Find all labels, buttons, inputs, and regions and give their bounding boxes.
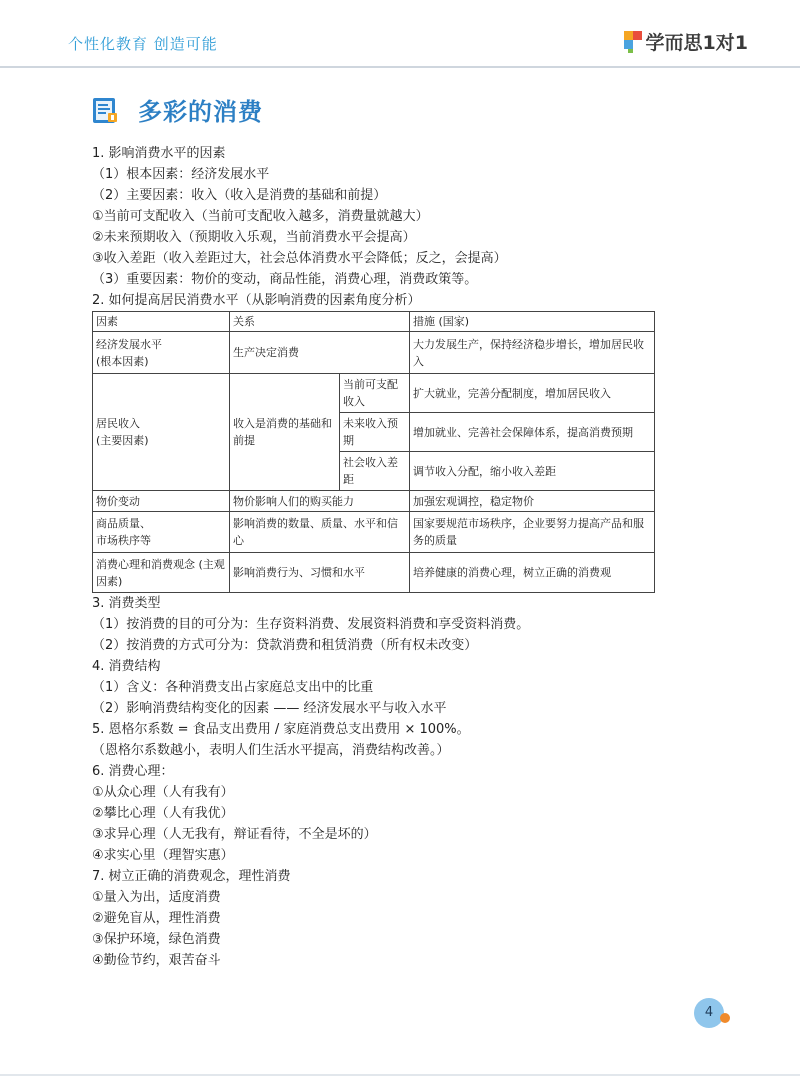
text-line: ②攀比心理（人有我优） [92, 806, 234, 821]
table-cell: 扩大就业，完善分配制度，增加居民收入 [410, 374, 655, 413]
table-cell: 消费心理和消费观念 (主观因素) [93, 553, 230, 593]
table-header-cell: 关系 [230, 312, 410, 332]
text-line: （2）主要因素：收入（收入是消费的基础和前提） [92, 188, 387, 203]
table-cell: 物价影响人们的购买能力 [230, 491, 410, 512]
section-title: 多彩的消费 [138, 98, 263, 126]
title-row [92, 92, 263, 127]
footer-divider [0, 1074, 800, 1076]
table-cell: 收入是消费的基础和前提 [230, 374, 340, 491]
table-cell: 经济发展水平 (根本因素) [93, 332, 230, 374]
consumption-factors-table [92, 311, 655, 593]
text-line: ③收入差距（收入差距过大，社会总体消费水平会降低；反之，会提高） [92, 251, 507, 266]
header-divider [0, 66, 800, 68]
brand-name: 学而思1对1 [645, 32, 748, 54]
table-row [93, 332, 655, 374]
table-cell: 物价变动 [93, 491, 230, 512]
table-header-cell: 措施 (国家) [410, 312, 655, 332]
table-header-cell: 因素 [93, 312, 230, 332]
table-cell: 增加就业、完善社会保障体系，提高消费预期 [410, 413, 655, 452]
text-line: （1）根本因素：经济发展水平 [92, 167, 270, 182]
table-cell: 调节收入分配，缩小收入差距 [410, 452, 655, 491]
table-cell: 国家要规范市场秩序，企业要努力提高产品和服务的质量 [410, 512, 655, 553]
text-line: 1. 影响消费水平的因素 [92, 146, 226, 161]
table-cell: 商品质量、 市场秩序等 [93, 512, 230, 553]
text-line: （1）按消费的目的可分为：生存资料消费、发展资料消费和享受资料消费。 [92, 617, 530, 632]
table-row [93, 553, 655, 593]
text-line: 2. 如何提高居民消费水平（从影响消费的因素角度分析） [92, 293, 421, 308]
header-slogan: 个性化教育 创造可能 [68, 35, 218, 53]
table-cell: 培养健康的消费心理，树立正确的消费观 [410, 553, 655, 593]
table-cell: 加强宏观调控，稳定物价 [410, 491, 655, 512]
text-line: 7. 树立正确的消费观念，理性消费 [92, 869, 291, 884]
text-line: 6. 消费心理： [92, 764, 174, 779]
text-line: （1）含义：各种消费支出占家庭总支出中的比重 [92, 680, 374, 695]
text-line: ①从众心理（人有我有） [92, 785, 234, 800]
text-line: ①量入为出，适度消费 [92, 890, 221, 905]
text-line: ④勤俭节约，艰苦奋斗 [92, 953, 221, 968]
table-cell: 当前可支配收入 [340, 374, 410, 413]
text-line: （3）重要因素：物价的变动，商品性能，消费心理，消费政策等。 [92, 272, 478, 287]
table-cell: 大力发展生产，保持经济稳步增长，增加居民收入 [410, 332, 655, 374]
table-cell: 居民收入 (主要因素) [93, 374, 230, 491]
page-header [0, 0, 800, 66]
text-line: ③保护环境，绿色消费 [92, 932, 221, 947]
text-line: ③求异心理（人无我有，辩证看待，不全是坏的） [92, 827, 377, 842]
text-line: （2）按消费的方式可分为：贷款消费和租赁消费（所有权未改变） [92, 638, 478, 653]
table-cell: 影响消费行为、习惯和水平 [230, 553, 410, 593]
table-cell: 生产决定消费 [230, 332, 410, 374]
text-line: ②未来预期收入（预期收入乐观，当前消费水平会提高） [92, 230, 416, 245]
text-line: ④求实心里（理智实惠） [92, 848, 234, 863]
page-number-badge: 4 [694, 998, 724, 1028]
text-line: （2）影响消费结构变化的因素 —— 经济发展水平与收入水平 [92, 701, 447, 716]
text-line: 3. 消费类型 [92, 596, 161, 611]
table-row [93, 512, 655, 553]
text-line: ②避免盲从，理性消费 [92, 911, 221, 926]
notebook-icon [92, 96, 118, 124]
table-cell: 社会收入差距 [340, 452, 410, 491]
text-line: 5. 恩格尔系数 = 食品支出费用 / 家庭消费总支出费用 × 100%。 [92, 722, 470, 737]
main-content [92, 143, 662, 971]
text-line: （恩格尔系数越小，表明人们生活水平提高，消费结构改善。） [92, 743, 450, 758]
page-number-dot [720, 1013, 730, 1023]
brand-logo [624, 28, 748, 55]
table-cell: 未来收入预期 [340, 413, 410, 452]
brand-mark-icon [624, 31, 642, 53]
text-line: 4. 消费结构 [92, 659, 161, 674]
table-row [93, 374, 655, 413]
table-header-row [93, 312, 655, 332]
table-cell: 影响消费的数量、质量、水平和信心 [230, 512, 410, 553]
table-row [93, 491, 655, 512]
text-line: ①当前可支配收入（当前可支配收入越多，消费量就越大） [92, 209, 429, 224]
